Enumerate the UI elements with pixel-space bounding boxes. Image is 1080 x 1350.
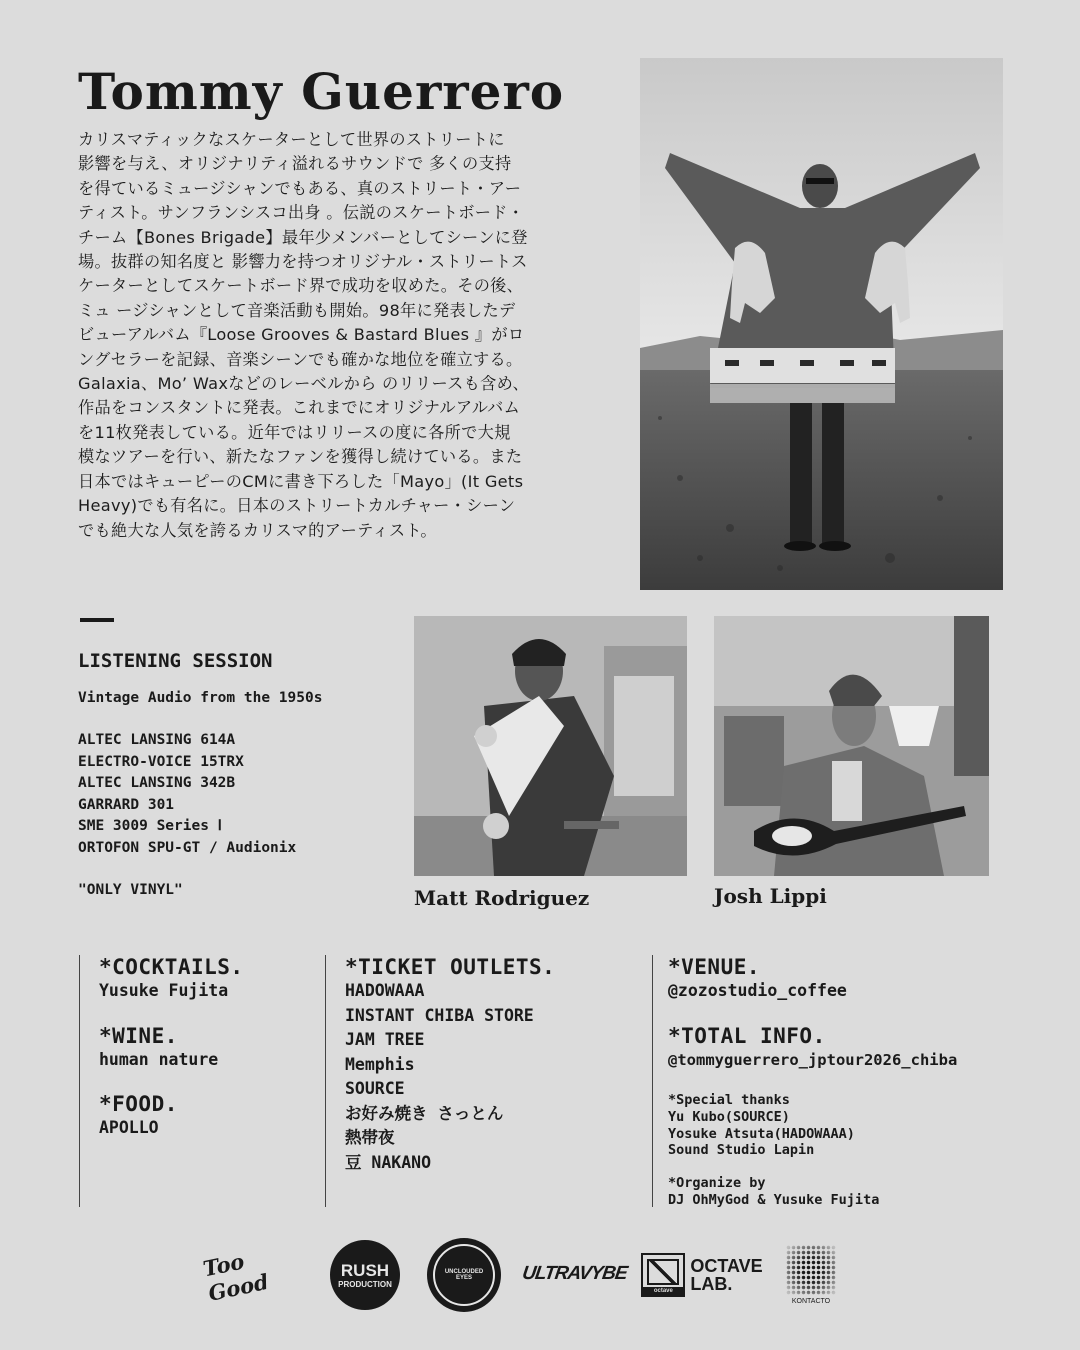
octave-lab-line: LAB. xyxy=(690,1274,733,1294)
only-vinyl-note: "ONLY VINYL" xyxy=(78,881,183,898)
artist-name-josh: Josh Lippi xyxy=(714,884,827,908)
bio-line: 影響を与え、オリジナリティ溢れるサウンドで 多くの支持 xyxy=(78,154,512,174)
equipment-item: GARRARD 301 xyxy=(78,796,175,813)
unclouded-eyes-text: UNCLOUDED EYES xyxy=(433,1244,495,1306)
thanks-line: Yu Kubo(SOURCE) xyxy=(668,1108,790,1125)
ticket-outlet-list xyxy=(345,979,645,1175)
bio-line: ケーターとしてスケートボード界で成功を収めた。その後、 xyxy=(78,276,524,296)
ticket-outlet: HADOWAAA xyxy=(345,981,425,1000)
unclouded-eyes-logo xyxy=(427,1238,501,1312)
food-value: APOLLO xyxy=(99,1118,159,1137)
octave-lab-mark-window xyxy=(647,1259,679,1285)
equipment-list xyxy=(78,730,398,860)
equipment-item: ALTEC LANSING 342B xyxy=(78,775,236,792)
artist-photo-matt xyxy=(414,616,687,876)
equipment-item: SME 3009 Series Ⅰ xyxy=(78,818,222,835)
cocktails-label: *COCKTAILS. xyxy=(99,955,244,979)
listening-session xyxy=(78,650,398,898)
rush-logo-subtext: PRODUCTION xyxy=(338,1279,392,1289)
venue-label: *VENUE. xyxy=(668,955,761,979)
bio-line: を得ているミュージシャンでもある、真のストリート・アー xyxy=(78,178,522,198)
equipment-item: ORTOFON SPU-GT / Audionix xyxy=(78,839,297,856)
ultravybe-logo: ULTRAVYBE xyxy=(520,1263,629,1284)
toogood-logo: Too Good xyxy=(200,1248,271,1306)
organize-line: DJ OhMyGod & Yusuke Fujita xyxy=(668,1191,880,1208)
bio-line: 日本ではキューピーのCMに書き下ろした「Mayo」(It Gets xyxy=(78,471,524,491)
session-heading: LISTENING SESSION xyxy=(78,650,273,672)
ticket-outlet: INSTANT CHIBA STORE xyxy=(345,1005,534,1025)
total-info-value: @tommyguerrero_jptour2026_chiba xyxy=(668,1050,958,1069)
bio-line: Heavy)でも有名に。日本のストリートカルチャー・シーン xyxy=(78,496,516,516)
octave-lab-mark-text: octave xyxy=(643,1287,683,1295)
sponsor-logos xyxy=(200,1238,845,1308)
equipment-item: ELECTRO-VOICE 15TRX xyxy=(78,753,244,770)
bio-line: チーム【Bones Brigade】最年少メンバーとしてシーンに登 xyxy=(78,227,528,247)
ticket-outlet: 豆 NAKANO xyxy=(345,1152,432,1172)
session-subheading: Vintage Audio from the 1950s xyxy=(78,690,323,706)
food-label: *FOOD. xyxy=(99,1092,178,1116)
artist-photo-main xyxy=(640,58,1003,590)
bio-line: Galaxia、Mo’ Waxなどのレーベルから のリリースも含め、 xyxy=(78,374,529,394)
rush-production-logo xyxy=(330,1240,400,1310)
bio-line: 模なツアーを行い、新たなファンを獲得し続けている。また xyxy=(78,447,523,467)
section-divider xyxy=(80,618,114,622)
ticket-outlets-label: *TICKET OUTLETS. xyxy=(345,955,556,979)
organizer xyxy=(668,1175,1073,1209)
rush-logo-text: RUSH xyxy=(340,1260,390,1280)
octave-lab-line: OCTAVE xyxy=(690,1255,763,1276)
venue-value: @zozostudio_coffee xyxy=(668,981,847,1000)
bio-line: 場。抜群の知名度と 影響力を持つオリジナル・ストリートス xyxy=(78,252,528,272)
column-divider xyxy=(79,955,80,1207)
kontacto-logo xyxy=(783,1244,839,1306)
cocktails-value: Yusuke Fujita xyxy=(99,981,229,1000)
octave-lab-logo xyxy=(647,1252,763,1298)
equipment-item: ALTEC LANSING 614A xyxy=(78,732,236,748)
bio-line: でも絶大な人気を誇るカリスマ的アーティスト。 xyxy=(78,520,437,540)
total-info-label: *TOTAL INFO. xyxy=(668,1023,826,1048)
ticket-outlet: SOURCE xyxy=(345,1079,405,1098)
artist-name-matt: Matt Rodriguez xyxy=(414,886,590,910)
column-divider xyxy=(652,955,653,1207)
ticket-outlet: JAM TREE xyxy=(345,1030,425,1049)
ticket-outlet: 熱帯夜 xyxy=(345,1128,395,1147)
ticket-outlet: お好み焼き さっとん xyxy=(345,1103,504,1123)
food-drink-column xyxy=(99,955,314,1161)
column-divider xyxy=(325,955,326,1207)
ticket-outlet: Memphis xyxy=(345,1054,415,1074)
kontacto-halftone-icon xyxy=(786,1245,836,1295)
bio-line: ビューアルバム『Loose Grooves & Bastard Blues 』がロ xyxy=(78,325,525,345)
artist-photo-josh xyxy=(714,616,989,876)
bio-line: カリスマティックなスケーターとして世界のストリートに xyxy=(78,130,505,149)
wine-value: human nature xyxy=(99,1049,219,1069)
artist-bio xyxy=(78,128,608,543)
thanks-line: Yosuke Atsuta(HADOWAAA) xyxy=(668,1125,855,1142)
bio-line: ティスト。サンフランシスコ出身 。伝説のスケートボード・ xyxy=(78,203,525,223)
thanks-line: Sound Studio Lapin xyxy=(668,1142,815,1159)
wine-label: *WINE. xyxy=(99,1023,178,1048)
bio-line: ミュ ージシャンとして音楽活動も開始。98年に発表したデ xyxy=(78,300,516,320)
octave-lab-mark xyxy=(641,1253,685,1297)
kontacto-logo-text: KONTACTO xyxy=(791,1298,831,1305)
thanks-line: *Special thanks xyxy=(668,1092,790,1108)
organize-line: *Organize by xyxy=(668,1175,766,1192)
special-thanks xyxy=(668,1092,1073,1159)
bio-line: 作品をコンスタントに発表。これまでにオリジナルアルバム xyxy=(78,398,521,418)
bio-line: を11枚発表している。近年ではリリースの度に各所で大規 xyxy=(78,422,511,442)
page-title: Tommy Guerrero xyxy=(78,62,565,121)
bio-line: ングセラーを記録、音楽シーンでも確かな地位を確立する。 xyxy=(78,349,523,369)
octave-lab-wordmark xyxy=(690,1257,762,1294)
venue-column xyxy=(668,955,1073,1209)
ticket-column xyxy=(345,955,645,1175)
